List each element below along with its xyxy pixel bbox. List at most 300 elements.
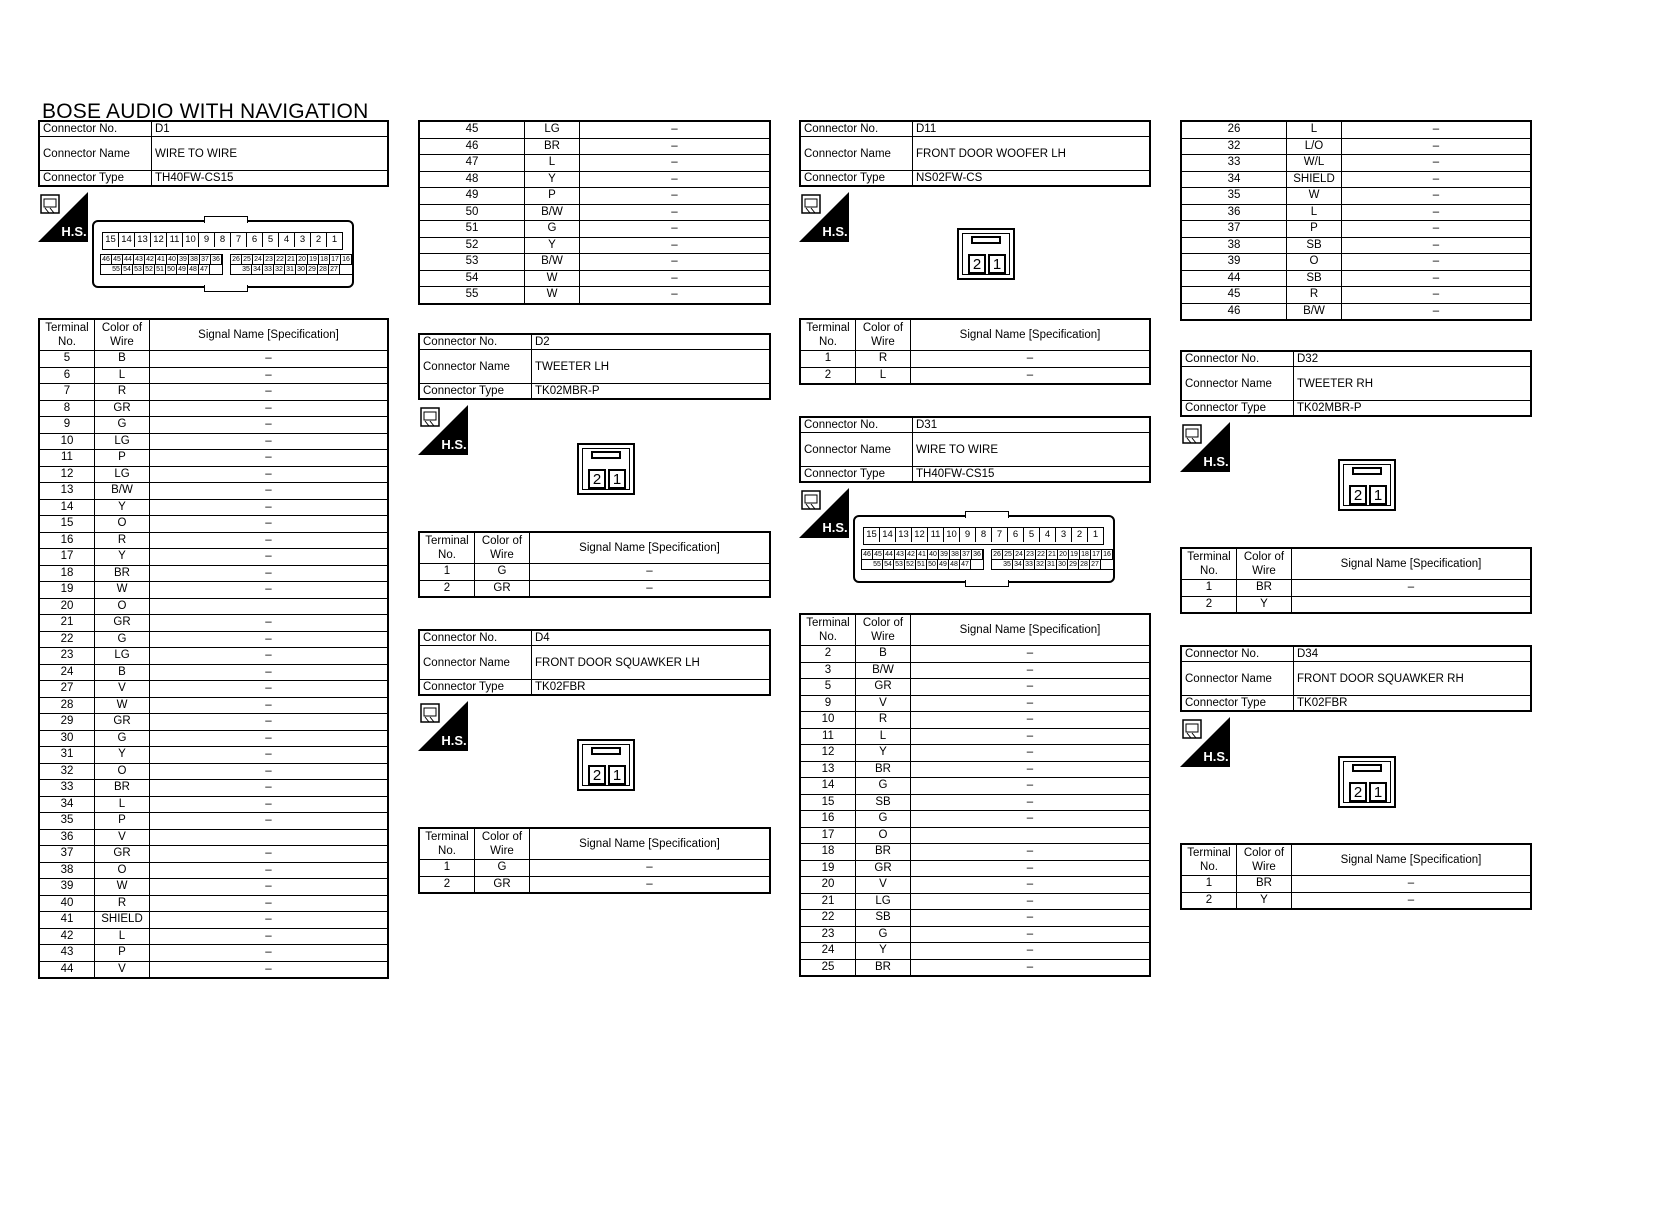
signal-name-cell: –: [1342, 138, 1532, 155]
table-row: [1181, 204, 1531, 221]
header-signal-name: Signal Name [Specification]: [1292, 548, 1532, 580]
signal-name-cell: –: [911, 745, 1151, 762]
wire-color-cell: L: [525, 155, 580, 172]
connector-no-value: D31: [913, 417, 1151, 433]
signal-name-cell: –: [911, 712, 1151, 729]
terminal-no-cell: 17: [800, 827, 856, 844]
label-connector-no: Connector No.: [419, 334, 532, 350]
label-connector-no: Connector No.: [419, 630, 532, 646]
signal-name-cell: –: [1342, 204, 1532, 221]
table-row: [39, 400, 388, 417]
header-color-of-wire: Color of Wire: [856, 319, 911, 351]
terminal-no-cell: 24: [800, 943, 856, 960]
connector-tab: [204, 285, 248, 292]
wire-color-cell: BR: [856, 844, 911, 861]
table-row: [800, 959, 1150, 976]
label-connector-name: Connector Name: [800, 137, 913, 171]
signal-name-cell: –: [150, 384, 389, 401]
terminal-no-cell: 54: [419, 270, 525, 287]
connector-tab: [965, 511, 1009, 518]
table-row: [419, 155, 770, 172]
pin: 1: [1092, 529, 1099, 540]
table-row: [39, 532, 388, 549]
terminal-table-d34: [1180, 843, 1532, 910]
terminal-no-cell: 3: [800, 662, 856, 679]
signal-name-cell: –: [150, 615, 389, 632]
wire-color-cell: W: [95, 582, 150, 599]
table-row: [39, 384, 388, 401]
table-row: [39, 829, 388, 846]
table-row: [419, 204, 770, 221]
connector-face-d31: [853, 515, 1115, 583]
connector-name-value: FRONT DOOR SQUAWKER RH: [1294, 662, 1532, 696]
wire-color-cell: GR: [856, 679, 911, 696]
signal-name-cell: –: [1342, 121, 1532, 138]
terminal-no-cell: 37: [39, 846, 95, 863]
table-row: [1181, 303, 1531, 320]
signal-name-cell: –: [911, 695, 1151, 712]
connector-face-d32: [1338, 459, 1396, 511]
pin-1: 1: [1369, 485, 1387, 505]
signal-name-cell: –: [150, 895, 389, 912]
connector-info-d1: [38, 120, 389, 187]
table-row: [800, 844, 1150, 861]
wire-color-cell: Y: [95, 499, 150, 516]
connector-no-value: D34: [1294, 646, 1532, 662]
terminal-no-cell: 32: [39, 763, 95, 780]
signal-name-cell: –: [150, 400, 389, 417]
connector-latch: [1352, 764, 1382, 772]
wire-color-cell: G: [856, 778, 911, 795]
wire-color-cell: B/W: [1287, 303, 1342, 320]
wire-color-cell: B/W: [525, 204, 580, 221]
pin: 11: [928, 528, 944, 542]
table-row: [1181, 155, 1531, 172]
table-row: [800, 811, 1150, 828]
header-signal-name: Signal Name [Specification]: [530, 532, 771, 564]
table-row: [1181, 121, 1531, 138]
terminal-no-cell: 2: [800, 646, 856, 663]
signal-name-cell: [1292, 596, 1532, 613]
hs-icon: [1180, 717, 1230, 767]
wire-color-cell: W/L: [1287, 155, 1342, 172]
label-connector-type: Connector Type: [419, 384, 532, 400]
label-connector-name: Connector Name: [1181, 367, 1294, 401]
table-row: [800, 712, 1150, 729]
wire-color-cell: SB: [1287, 270, 1342, 287]
terminal-no-cell: 6: [39, 367, 95, 384]
terminal-no-cell: 13: [800, 761, 856, 778]
signal-name-cell: –: [911, 844, 1151, 861]
wire-color-cell: P: [95, 945, 150, 962]
signal-name-cell: –: [580, 188, 771, 205]
table-row: [800, 794, 1150, 811]
wire-color-cell: R: [856, 712, 911, 729]
label-connector-no: Connector No.: [800, 417, 913, 433]
terminal-table-d2: [418, 531, 771, 598]
table-header: [800, 319, 1150, 351]
wire-color-cell: P: [1287, 221, 1342, 238]
table-row: [800, 745, 1150, 762]
terminal-no-cell: 45: [419, 121, 525, 138]
wire-color-cell: BR: [1237, 580, 1292, 597]
terminal-no-cell: 18: [800, 844, 856, 861]
header-terminal-no: Terminal No.: [419, 532, 475, 564]
table-row: [800, 877, 1150, 894]
table-row: [39, 433, 388, 450]
connector-info-d4: [418, 629, 771, 696]
connector-type-value: TK02MBR-P: [532, 384, 771, 400]
terminal-no-cell: 1: [1181, 580, 1237, 597]
connector-info-d11: [799, 120, 1151, 187]
table-row: [39, 763, 388, 780]
terminal-no-cell: 27: [39, 681, 95, 698]
label-connector-type: Connector Type: [419, 680, 532, 696]
table-row: [39, 648, 388, 665]
signal-name-cell: –: [1342, 155, 1532, 172]
table-row: [800, 943, 1150, 960]
wire-color-cell: Y: [525, 171, 580, 188]
terminal-no-cell: 1: [1181, 876, 1237, 893]
wire-color-cell: B/W: [856, 662, 911, 679]
table-row: [39, 450, 388, 467]
connector-info-d31: [799, 416, 1151, 483]
label-connector-type: Connector Type: [800, 171, 913, 187]
label-connector-name: Connector Name: [800, 433, 913, 467]
pin: 9: [199, 233, 215, 247]
label-connector-no: Connector No.: [39, 121, 152, 137]
pin: 1: [331, 234, 338, 245]
signal-name-cell: –: [530, 876, 771, 893]
terminal-table-d32: [1180, 547, 1532, 614]
pin: 11: [167, 233, 183, 247]
terminal-no-cell: 17: [39, 549, 95, 566]
signal-name-cell: –: [150, 681, 389, 698]
table-row: [419, 254, 770, 271]
terminal-no-cell: 51: [419, 221, 525, 238]
terminal-no-cell: 12: [39, 466, 95, 483]
wire-color-cell: L: [856, 367, 911, 384]
pin: 9: [960, 528, 976, 542]
table-row: [39, 582, 388, 599]
signal-name-cell: [911, 827, 1151, 844]
signal-name-cell: –: [580, 287, 771, 304]
pin: 3: [1056, 528, 1072, 542]
pin: 14: [119, 233, 135, 247]
terminal-no-cell: 40: [39, 895, 95, 912]
table-row: [39, 516, 388, 533]
terminal-no-cell: 8: [39, 400, 95, 417]
connector-no-value: D4: [532, 630, 771, 646]
table-row: [419, 138, 770, 155]
wire-color-cell: O: [1287, 254, 1342, 271]
signal-name-cell: –: [150, 532, 389, 549]
signal-name-cell: –: [530, 564, 771, 581]
signal-name-cell: –: [150, 928, 389, 945]
signal-name-cell: –: [150, 516, 389, 533]
wire-color-cell: Y: [856, 745, 911, 762]
connector-type-value: TK02FBR: [1294, 696, 1532, 712]
hs-label: H.S.: [61, 224, 87, 239]
table-row: [39, 598, 388, 615]
wire-color-cell: O: [95, 763, 150, 780]
wire-color-cell: Y: [95, 747, 150, 764]
pin: 4: [279, 233, 295, 247]
table-row: [39, 631, 388, 648]
wire-color-cell: O: [856, 827, 911, 844]
table-row: [800, 728, 1150, 745]
wire-color-cell: BR: [95, 565, 150, 582]
header-color-of-wire: Color of Wire: [475, 532, 530, 564]
signal-name-cell: –: [150, 483, 389, 500]
header-signal-name: Signal Name [Specification]: [911, 614, 1151, 646]
signal-name-cell: –: [911, 811, 1151, 828]
wire-color-cell: R: [1287, 287, 1342, 304]
terminal-no-cell: 46: [1181, 303, 1287, 320]
hs-label: H.S.: [822, 520, 848, 535]
terminal-no-cell: 5: [800, 679, 856, 696]
table-row: [1181, 138, 1531, 155]
terminal-no-cell: 2: [1181, 892, 1237, 909]
signal-name-cell: –: [150, 879, 389, 896]
pin-1: 1: [988, 254, 1006, 274]
pin: 12: [912, 528, 928, 542]
connector-latch: [1352, 467, 1382, 475]
table-row: [1181, 270, 1531, 287]
wire-color-cell: LG: [95, 648, 150, 665]
table-row: [1181, 892, 1531, 909]
header-terminal-no: Terminal No.: [1181, 844, 1237, 876]
signal-name-cell: –: [1342, 188, 1532, 205]
terminal-table-d1-cont: [418, 120, 771, 305]
header-signal-name: Signal Name [Specification]: [911, 319, 1151, 351]
signal-name-cell: –: [150, 433, 389, 450]
table-row: [1181, 254, 1531, 271]
table-row: [39, 681, 388, 698]
signal-name-cell: –: [150, 664, 389, 681]
table-header: [1181, 548, 1531, 580]
wire-color-cell: LG: [95, 466, 150, 483]
table-row: [39, 664, 388, 681]
connector-tab: [204, 216, 248, 223]
connector-no-value: D11: [913, 121, 1151, 137]
label-connector-name: Connector Name: [39, 137, 152, 171]
terminal-no-cell: 1: [419, 860, 475, 877]
connector-type-value: TH40FW-CS15: [152, 171, 389, 187]
signal-name-cell: –: [580, 237, 771, 254]
header-color-of-wire: Color of Wire: [1237, 548, 1292, 580]
signal-name-cell: –: [580, 254, 771, 271]
connector-face-d4: [577, 739, 635, 791]
wire-color-cell: SB: [1287, 237, 1342, 254]
table-header: [1181, 844, 1531, 876]
wire-color-cell: W: [525, 287, 580, 304]
table-row: [800, 761, 1150, 778]
wire-color-cell: GR: [95, 400, 150, 417]
wire-color-cell: BR: [525, 138, 580, 155]
connector-info-d34: [1180, 645, 1532, 712]
terminal-no-cell: 10: [800, 712, 856, 729]
terminal-no-cell: 34: [39, 796, 95, 813]
hs-label: H.S.: [1203, 749, 1229, 764]
connector-type-value: TK02FBR: [532, 680, 771, 696]
pin-group: 26 25 24 23 22 21 20 19 18 17 16 35 34 33 32 31 30 29 28 27: [991, 549, 1114, 570]
table-row: [419, 580, 770, 597]
signal-name-cell: –: [150, 631, 389, 648]
terminal-no-cell: 13: [39, 483, 95, 500]
wire-color-cell: O: [95, 598, 150, 615]
connector-no-value: D32: [1294, 351, 1532, 367]
wire-color-cell: L: [95, 367, 150, 384]
table-row: [800, 778, 1150, 795]
terminal-no-cell: 35: [1181, 188, 1287, 205]
hs-label: H.S.: [1203, 454, 1229, 469]
signal-name-cell: –: [150, 648, 389, 665]
wire-color-cell: B/W: [525, 254, 580, 271]
hs-icon: [799, 192, 849, 242]
wire-color-cell: GR: [856, 860, 911, 877]
wire-color-cell: W: [1287, 188, 1342, 205]
terminal-no-cell: 11: [800, 728, 856, 745]
wire-color-cell: R: [95, 895, 150, 912]
wire-color-cell: L: [1287, 121, 1342, 138]
signal-name-cell: –: [150, 846, 389, 863]
header-terminal-no: Terminal No.: [800, 614, 856, 646]
wire-color-cell: B: [95, 351, 150, 368]
wire-color-cell: R: [856, 351, 911, 368]
terminal-no-cell: 5: [39, 351, 95, 368]
terminal-no-cell: 11: [39, 450, 95, 467]
signal-name-cell: –: [1342, 287, 1532, 304]
connector-info-d32: [1180, 350, 1532, 417]
connector-face-d2: [577, 443, 635, 495]
table-row: [800, 910, 1150, 927]
hs-icon: [799, 488, 849, 538]
signal-name-cell: –: [580, 270, 771, 287]
wire-color-cell: W: [95, 879, 150, 896]
signal-name-cell: –: [911, 728, 1151, 745]
terminal-no-cell: 44: [39, 961, 95, 978]
pin-2: 2: [588, 469, 606, 489]
table-row: [1181, 876, 1531, 893]
label-connector-type: Connector Type: [39, 171, 152, 187]
table-row: [1181, 237, 1531, 254]
table-row: [39, 466, 388, 483]
signal-name-cell: –: [1292, 876, 1532, 893]
table-row: [39, 912, 388, 929]
terminal-no-cell: 33: [39, 780, 95, 797]
terminal-no-cell: 14: [800, 778, 856, 795]
signal-name-cell: –: [911, 877, 1151, 894]
connector-name-value: WIRE TO WIRE: [913, 433, 1151, 467]
pin-2: 2: [968, 254, 986, 274]
terminal-no-cell: 26: [1181, 121, 1287, 138]
pin-2: 2: [588, 765, 606, 785]
terminal-no-cell: 25: [800, 959, 856, 976]
wire-color-cell: B/W: [95, 483, 150, 500]
terminal-no-cell: 29: [39, 714, 95, 731]
signal-name-cell: –: [580, 155, 771, 172]
terminal-table-d31-cont: [1180, 120, 1532, 321]
table-row: [419, 237, 770, 254]
label-connector-name: Connector Name: [419, 350, 532, 384]
terminal-no-cell: 55: [419, 287, 525, 304]
signal-name-cell: –: [911, 794, 1151, 811]
terminal-no-cell: 7: [39, 384, 95, 401]
wire-color-cell: V: [95, 681, 150, 698]
terminal-no-cell: 49: [419, 188, 525, 205]
header-color-of-wire: Color of Wire: [1237, 844, 1292, 876]
signal-name-cell: –: [911, 662, 1151, 679]
terminal-no-cell: 47: [419, 155, 525, 172]
header-signal-name: Signal Name [Specification]: [1292, 844, 1532, 876]
pin-1: 1: [1369, 782, 1387, 802]
label-connector-name: Connector Name: [1181, 662, 1294, 696]
terminal-no-cell: 52: [419, 237, 525, 254]
terminal-no-cell: 20: [800, 877, 856, 894]
wire-color-cell: BR: [856, 761, 911, 778]
terminal-table-d1: [38, 318, 389, 979]
pin: 5: [263, 233, 279, 247]
connector-face-d11: [957, 228, 1015, 280]
terminal-no-cell: 23: [39, 648, 95, 665]
signal-name-cell: –: [530, 580, 771, 597]
terminal-no-cell: 15: [39, 516, 95, 533]
label-connector-type: Connector Type: [1181, 696, 1294, 712]
table-row: [419, 270, 770, 287]
table-row: [39, 747, 388, 764]
terminal-no-cell: 19: [39, 582, 95, 599]
table-row: [39, 928, 388, 945]
wire-color-cell: SHIELD: [1287, 171, 1342, 188]
wire-color-cell: P: [95, 450, 150, 467]
table-row: [800, 695, 1150, 712]
connector-name-value: WIRE TO WIRE: [152, 137, 389, 171]
table-row: [39, 615, 388, 632]
terminal-no-cell: 36: [1181, 204, 1287, 221]
terminal-no-cell: 39: [39, 879, 95, 896]
terminal-table-d31: [799, 613, 1151, 977]
label-connector-type: Connector Type: [800, 467, 913, 483]
signal-name-cell: –: [150, 582, 389, 599]
pin: 12: [151, 233, 167, 247]
signal-name-cell: [150, 829, 389, 846]
signal-name-cell: –: [150, 796, 389, 813]
signal-name-cell: –: [150, 549, 389, 566]
signal-name-cell: –: [1342, 254, 1532, 271]
connector-no-value: D2: [532, 334, 771, 350]
table-row: [39, 945, 388, 962]
pin: 2: [311, 233, 327, 247]
signal-name-cell: –: [911, 959, 1151, 976]
signal-name-cell: –: [580, 138, 771, 155]
signal-name-cell: –: [911, 646, 1151, 663]
terminal-no-cell: 50: [419, 204, 525, 221]
terminal-no-cell: 37: [1181, 221, 1287, 238]
terminal-no-cell: 20: [39, 598, 95, 615]
table-row: [800, 926, 1150, 943]
table-row: [39, 813, 388, 830]
signal-name-cell: –: [580, 221, 771, 238]
wire-color-cell: GR: [95, 846, 150, 863]
signal-name-cell: –: [150, 862, 389, 879]
signal-name-cell: –: [150, 912, 389, 929]
label-connector-no: Connector No.: [800, 121, 913, 137]
wire-color-cell: V: [856, 877, 911, 894]
pin-group: 26 25 24 23 22 21 20 19 18 17 16 35 34 33 32 31 30 29 28 27: [230, 254, 353, 275]
signal-name-cell: –: [911, 778, 1151, 795]
pin: 15: [864, 528, 880, 542]
